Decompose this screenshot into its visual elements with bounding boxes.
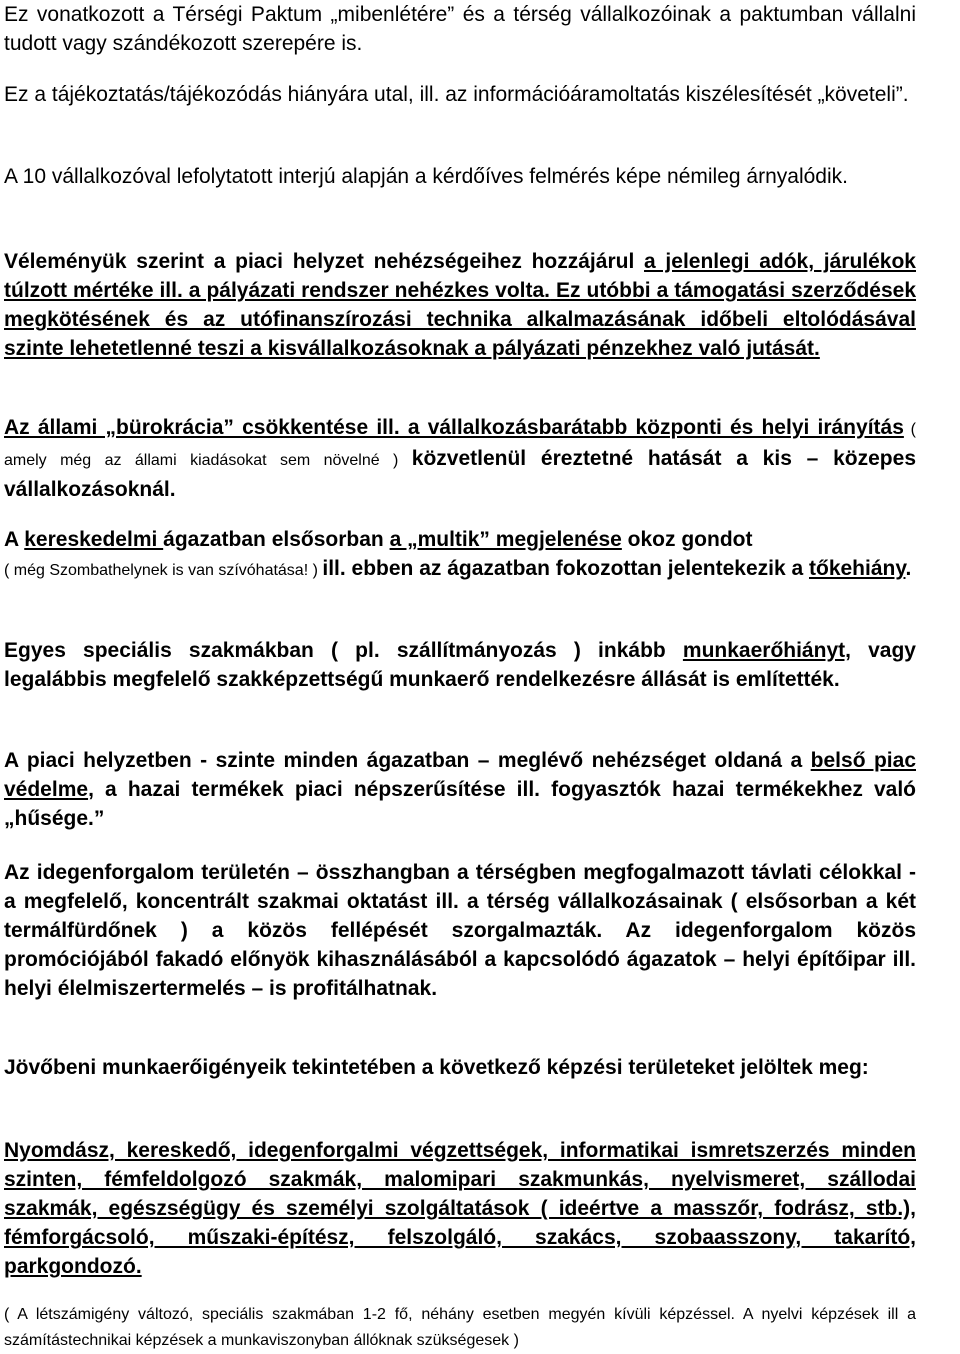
text-run: közvetlenül éreztetné hatását a kis – közepes vállalkozásoknál.: [4, 447, 916, 501]
paragraph-munkaeroigeny: Jövőbeni munkaerőigényeik tekintetében a következő képzési területeket jelöltek meg:: [4, 1056, 869, 1079]
text-run: vagy legalábbis megfelelő szakképzettségű munkaerő rendelkezésre állását is említették.: [4, 639, 916, 691]
paragraph-belso-piac: [4, 746, 916, 833]
paragraph-paktum: Ez vonatkozott a Térségi Paktum „mibenlétére” és a térség vállalkozóinak a paktumban vállalni tudott vagy szándékozott szerepére is.: [4, 3, 916, 55]
paragraph-kepzesi-teruletek: Nyomdász, kereskedő, idegenforgalmi végzettségek, informatikai ismretszerzés minden szinten, fémfeldolgozó szakmák, malomipari szakmunkás, nyelvismeret, szállodai szakmák, egészségügy és személyi szolgáltatások ( ideértve a masszőr, fodrász, stb.), fémforgácsoló, műszaki-építész, felszolgáló, szakács, szobaasszony, takarító, parkgondozó.: [4, 1139, 916, 1278]
text-run: ill. ebben az ágazatban fokozottan jelentekezik a: [322, 557, 809, 580]
underlined-text: tőkehiány: [809, 557, 906, 580]
paragraph-interju: A 10 vállalkozóval lefolytatott interjú alapján a kérdőíves felmérés képe némileg árnyalódik.: [4, 165, 848, 188]
paragraph-kereskedelem: [4, 525, 916, 585]
paragraph-piaci-helyzet: [4, 247, 916, 363]
paragraph-burokracia: [4, 413, 916, 504]
text-run: A: [4, 528, 25, 551]
underlined-text: munkaerőhiányt,: [682, 639, 851, 662]
paragraph-specialis-szakmak: [4, 636, 916, 694]
text-run: okoz gondot: [621, 528, 753, 551]
text-run: Véleményük szerint a piaci helyzet nehézségeihez hozzájárul: [4, 250, 645, 273]
underlined-text: a jelenlegi adók, járulékok túlzott mértéke ill. a pályázati rendszer nehézkes volta.: [4, 250, 916, 302]
underlined-text: kereskedelmi: [24, 528, 164, 551]
parenthetical-note: ( még Szombathelynek is van szívóhatása! ): [4, 562, 323, 579]
text-run: ágazatban elsősorban: [163, 528, 390, 551]
underlined-text: Az állami „bürokrácia” csökkentése ill. a vállalkozásbarátabb központi és helyi irányítás: [4, 416, 904, 439]
paragraph-idegenforgalom: Az idegenforgalom területén – összhangban a térségben megfogalmazott távlati célokkal - a megfelelő, koncentrált szakmai oktatást ill. a térség vállalkozásainak ( elsősorban a két termálfürdőnek ) a közös fellépését szorgalmazták. Az idegenforgalom közös promóciójából fakadó előnyök kihasználásából a kapcsolódó ágazatok – helyi építőipar ill. helyi élelmiszertermelés – is profitálhatnak.: [4, 861, 916, 1000]
underlined-text: belső piac védelme: [4, 749, 916, 801]
underlined-text: Ez utóbbi a támogatási szerződések megkötésének és az utófinanszírozási technika alkalmazásának időbeli eltolódásával szinte lehetetlenné teszi a kisvállalkozásoknak a pályázati pénzekhez való jutását.: [4, 279, 917, 360]
underlined-text: a „multik” megjelenése: [389, 528, 622, 551]
text-run: , a hazai termékek piaci népszerűsítése ill. fogyasztók hazai termékekhez való „hűsége.”: [4, 778, 916, 830]
paragraph-letszamigeny-note: ( A létszámigény változó, speciális szakmában 1-2 fő, néhány esetben megyén kívüli képzéssel. A nyelvi képzések ill a számítástechnikai képzések a munkaviszonyban állóknak szükségesek ): [4, 1306, 916, 1349]
parenthetical-note: ( amely még az állami kiadásokat sem növelné ): [4, 421, 916, 469]
text-run: Egyes speciális szakmákban ( pl. szállítmányozás ) inkább: [4, 639, 683, 662]
text-run: A piaci helyzetben - szinte minden ágazatban – meglévő nehézséget oldaná a: [4, 749, 811, 772]
text-run: .: [905, 557, 912, 580]
paragraph-tajekoztatas: Ez a tájékoztatás/tájékozódás hiányára utal, ill. az információáramoltatás kiszélesítését „követeli”.: [4, 83, 909, 106]
